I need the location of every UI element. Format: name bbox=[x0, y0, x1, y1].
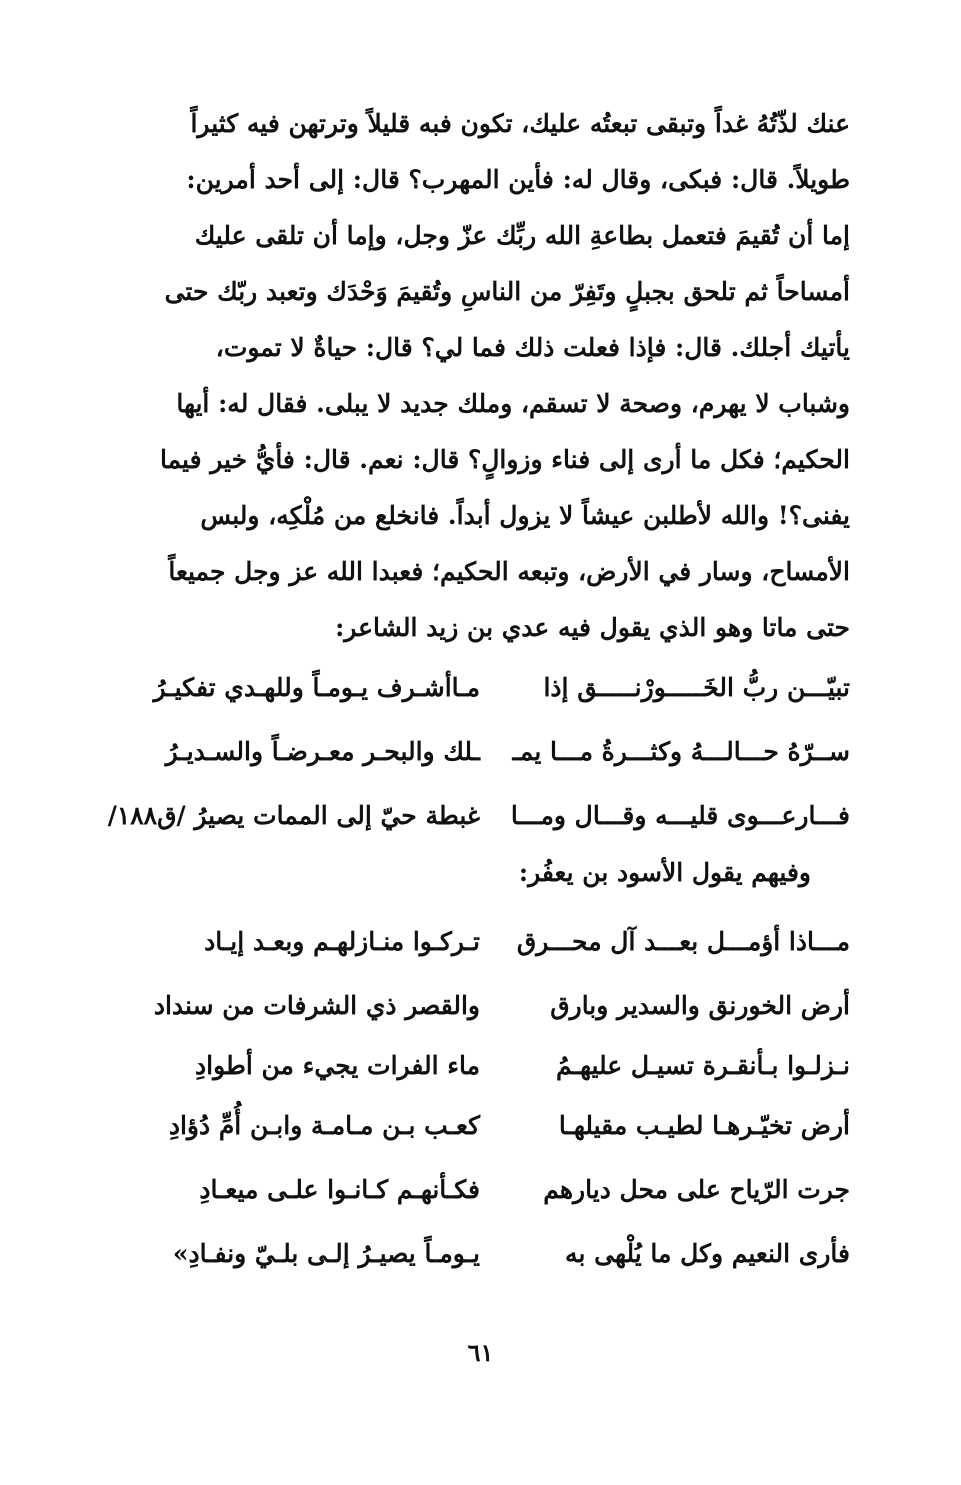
verse-line bbox=[135, 1038, 850, 1094]
verse-second-hemistich: ـلك والبحـر معـرضـاً والسـديـرُ bbox=[165, 737, 480, 766]
verse-second-hemistich: كعـب بـن مـامـة وابـن أُمِّ دُؤادِ bbox=[168, 1111, 480, 1140]
verse-first-hemistich: فأرى النعيم وكل ما يُلْهى به bbox=[565, 1239, 850, 1268]
verse-first-hemistich: نـزلـوا بـأنقـرة تسيـل عليهـمُ bbox=[556, 1051, 850, 1080]
page-number: ٦١ bbox=[467, 1338, 494, 1367]
verse-first-hemistich: تبيّـــن ربُّ الخَـــــورْنـــــق إذا bbox=[543, 673, 850, 702]
verse-line bbox=[135, 1158, 850, 1222]
prose-line: أمساحاً ثم تلحق بجبلٍ وتَفِرّ من الناسِ وتُقيمَ وَحْدَك وتعبد ربّك حتى bbox=[164, 277, 850, 306]
poem-al-aswad-bin-yafur bbox=[135, 910, 850, 1286]
verse-line bbox=[135, 1222, 850, 1286]
prose-line: وشباب لا يهرم، وصحة لا تسقم، وملك جديد لا يبلى. فقال له: أيها bbox=[176, 389, 850, 418]
prose-line: عنك لذّتُهُ غداً وتبقى تبعتُه عليك، تكون فبه قليلاً وترتهن فيه كثيراً bbox=[190, 109, 850, 138]
prose-line: طويلاً. قال: فبكى، وقال له: فأين المهرب؟ قال: إلى أحد أمرين: bbox=[186, 165, 850, 194]
prose-line: الحكيم؛ فكل ما أرى إلى فناء وزوالٍ؟ قال: نعم. قال: فأيُّ خير فيما bbox=[159, 445, 850, 474]
prose-line: يفنى؟! والله لأطلبن عيشاً لا يزول أبداً. فانخلع من مُلْكِه، ولبس bbox=[200, 501, 850, 530]
verse-second-hemistich: يـومـاً يصيـرُ إلـى بلـيّ ونفـادِ» bbox=[172, 1239, 480, 1268]
verse-line bbox=[135, 910, 850, 974]
prose-line: إما أن تُقيمَ فتعمل بطاعةِ الله ربِّك عزّ وجل، وإما أن تلقى عليك bbox=[194, 221, 850, 250]
verse-first-hemistich: جرت الرّياح على محل ديارهم bbox=[543, 1175, 850, 1204]
verse-line bbox=[135, 974, 850, 1038]
prose-line: يأتيك أجلك. قال: فإذا فعلت ذلك فما لي؟ قال: حياةٌ لا تموت، bbox=[215, 333, 850, 362]
verse-first-hemistich: فـــارعـــوى قليـــه وقـــال ومـــا bbox=[510, 801, 850, 830]
verse-second-hemistich: فكـأنهـم كـانـوا علـى ميعـادِ bbox=[199, 1175, 480, 1204]
poem-intro-line: وفيهم يقول الأسود بن يعفُر: bbox=[518, 858, 811, 887]
prose-line: حتى ماتا وهو الذي يقول فيه عدي بن زيد الشاعر: bbox=[335, 613, 850, 642]
prose-line: الأمساح، وسار في الأرض، وتبعه الحكيم؛ فعبدا الله عز وجل جميعاً bbox=[168, 557, 850, 586]
prose-paragraph bbox=[145, 96, 850, 656]
verse-first-hemistich: أرض الخورنق والسدير وبارق bbox=[550, 991, 850, 1020]
poem-adi-bin-zayd bbox=[107, 656, 850, 848]
verse-line bbox=[135, 656, 850, 720]
verse-second-hemistich: ماء الفرات يجيء من أطوادِ bbox=[194, 1051, 480, 1080]
verse-second-hemistich: والقصر ذي الشرفات من سنداد bbox=[153, 991, 480, 1020]
verse-second-hemistich: غبطة حيّ إلى الممات يصيرُ /ق۱۸۸/ bbox=[107, 801, 480, 830]
verse-line bbox=[135, 720, 850, 784]
verse-second-hemistich: مـاأشـرف يـومـاً وللهـدي تفكيـرُ bbox=[153, 673, 480, 702]
verse-first-hemistich: ســرّهُ حـــالـــهُ وكثـــرةُ مـــا يمـ bbox=[512, 737, 850, 766]
verse-line bbox=[135, 1094, 850, 1158]
verse-second-hemistich: تـركـوا منـازلهـم وبعـد إيـاد bbox=[204, 927, 480, 956]
verse-line bbox=[107, 784, 850, 848]
verse-first-hemistich: أرض تخيّـرهـا لطيـب مقيلهـا bbox=[558, 1111, 850, 1140]
verse-first-hemistich: مـــاذا أؤمـــل بعـــد آل محـــرق bbox=[516, 927, 850, 956]
